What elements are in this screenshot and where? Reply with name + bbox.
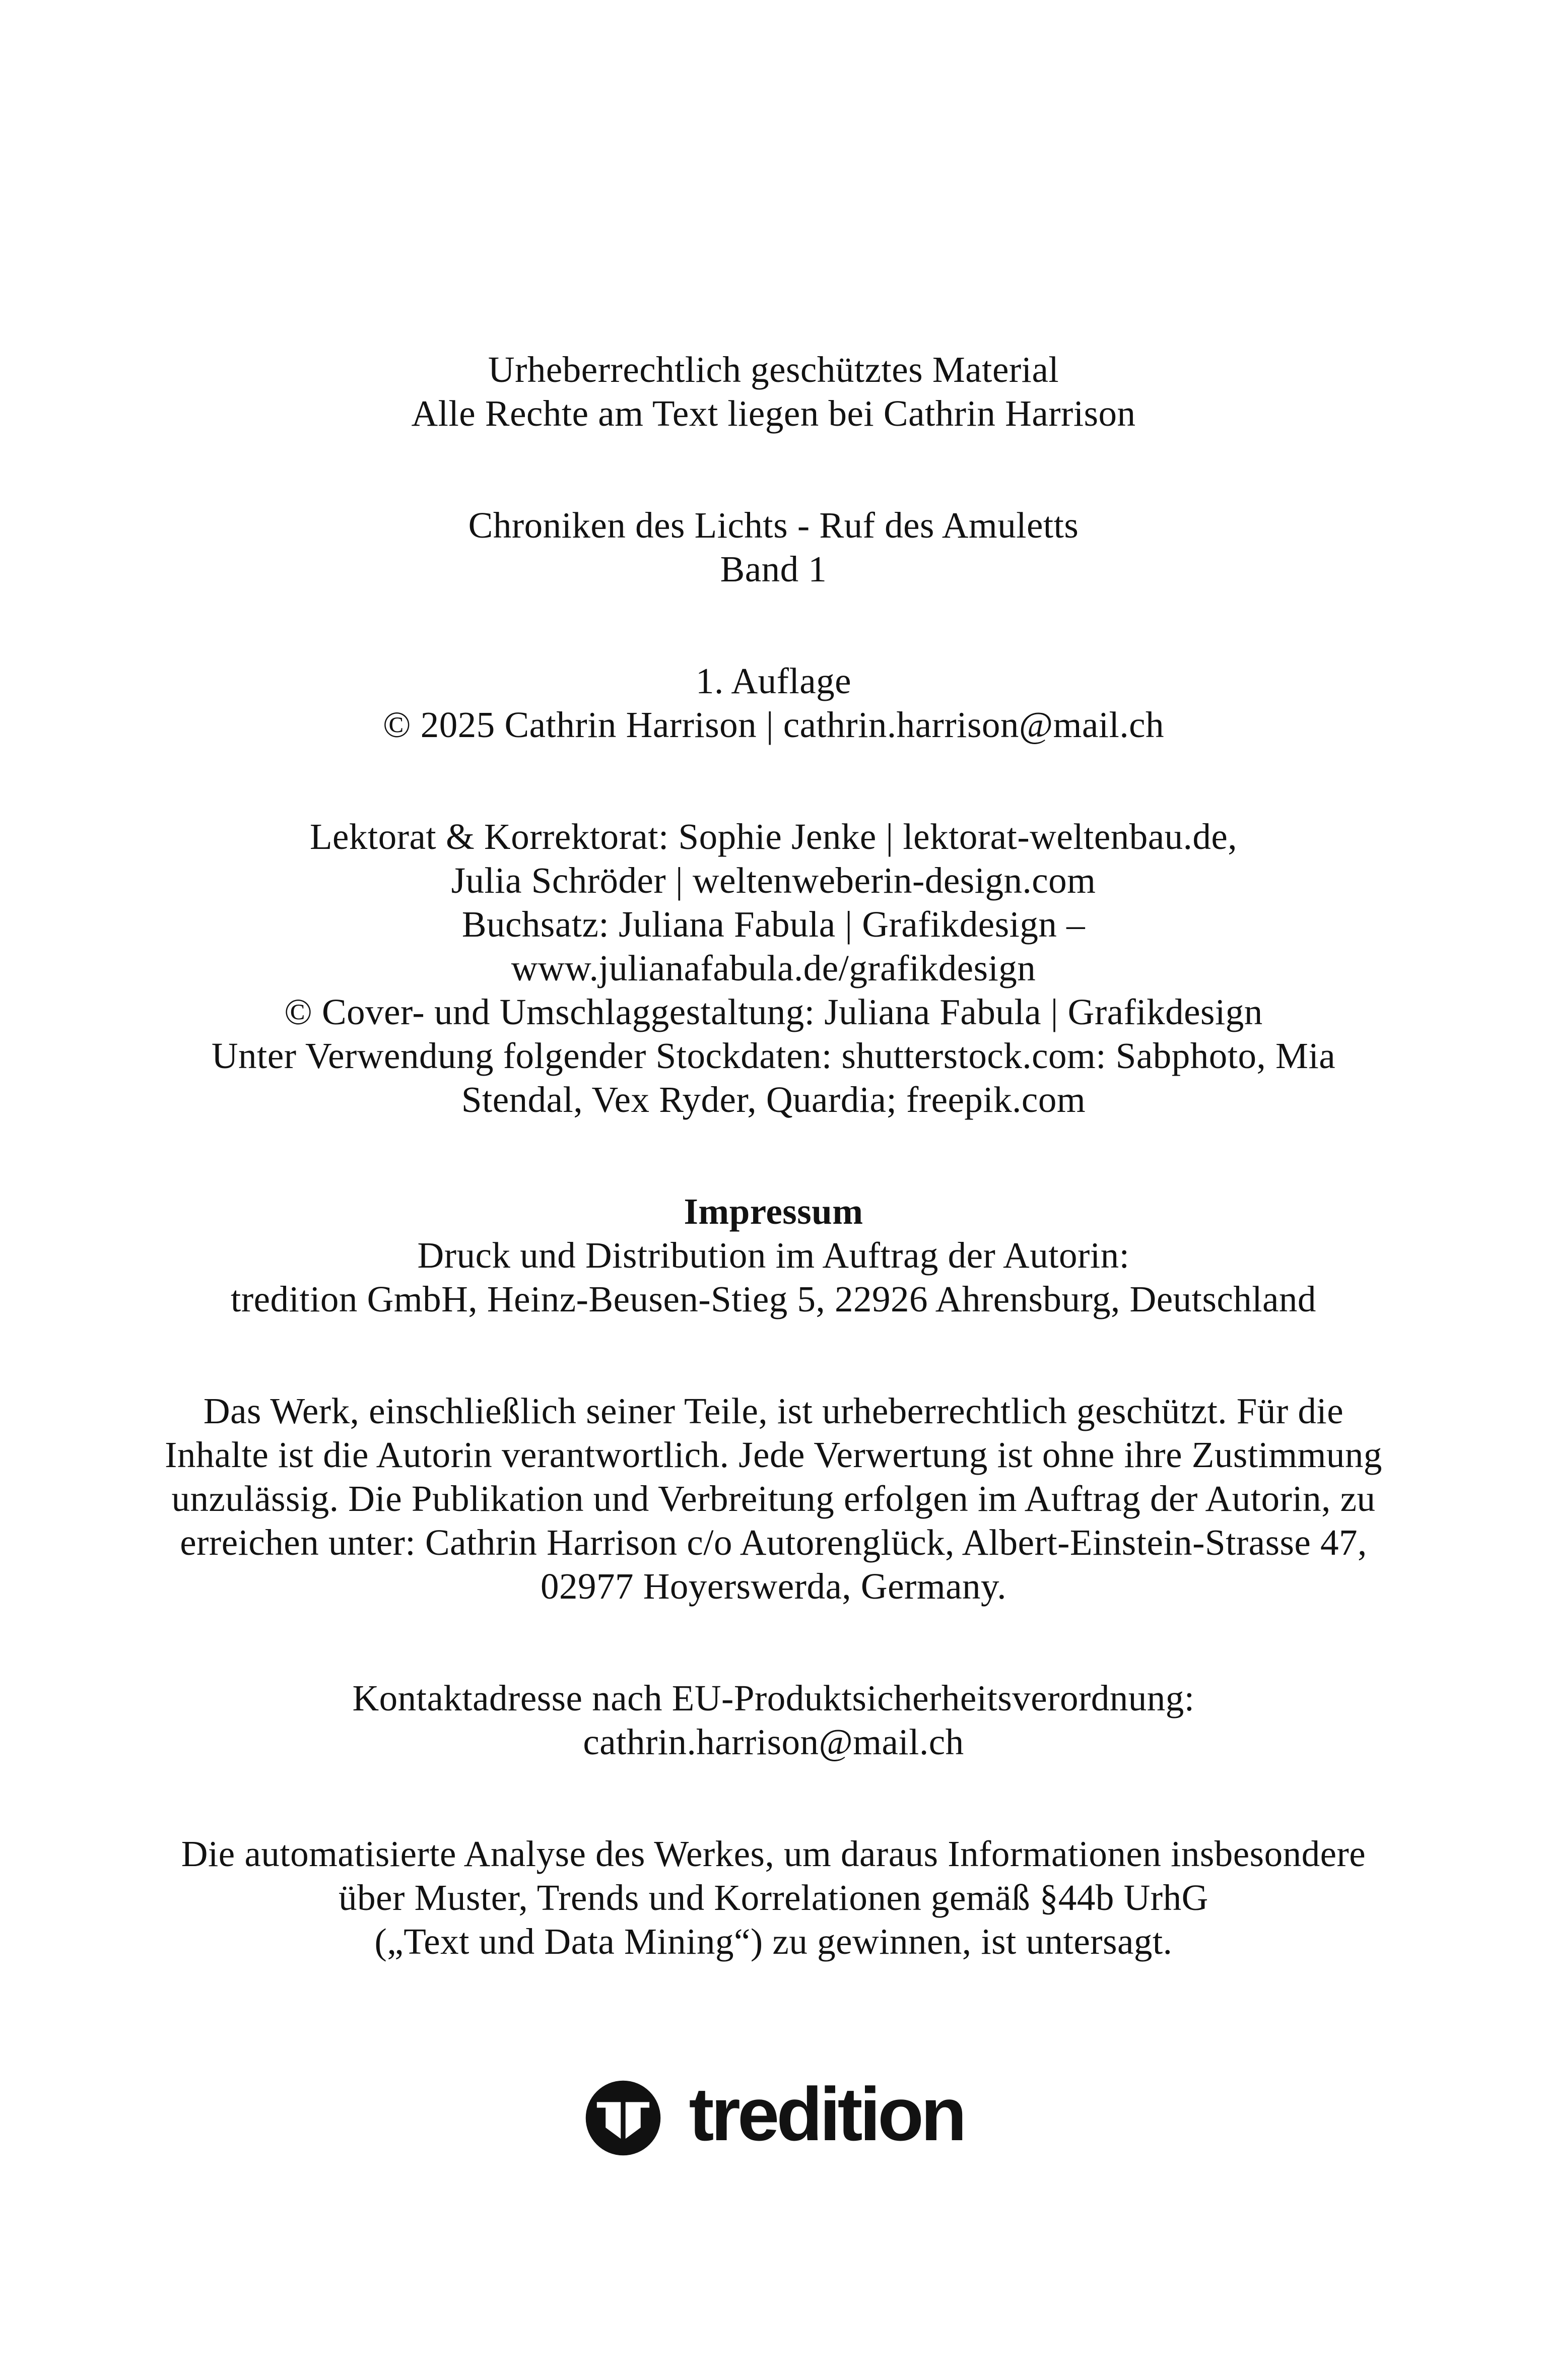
book-volume: Band 1 [720, 549, 827, 589]
publisher-logo [89, 2072, 1459, 2158]
copyright-block [89, 348, 1459, 435]
impressum-block [89, 1189, 1459, 1321]
credits-line-5: © Cover- und Umschlaggestaltung: Juliana Fabula | Grafikdesign [284, 991, 1263, 1032]
legal-block [89, 1389, 1459, 1608]
copyright-line-1: Urheberrechtlich geschütztes Material [488, 349, 1059, 390]
credits-line-4: www.julianafabula.de/grafikdesign [511, 948, 1036, 988]
contact-email: cathrin.harrison@mail.ch [583, 1722, 964, 1762]
copyright-line-2: Alle Rechte am Text liegen bei Cathrin Harrison [411, 393, 1136, 434]
legal-line-2: Inhalte ist die Autorin verantwortlich. Jede Verwertung ist ohne ihre Zustimmung [165, 1434, 1382, 1475]
legal-line-4: erreichen unter: Cathrin Harrison c/o Autorenglück, Albert-Einstein-Strasse 47, [180, 1522, 1367, 1563]
impressum-line-2: tredition GmbH, Heinz-Beusen-Stieg 5, 22926 Ahrensburg, Deutschland [231, 1279, 1316, 1319]
tdm-line-2: über Muster, Trends und Korrelationen gemäß §44b UrhG [339, 1877, 1208, 1918]
legal-line-5: 02977 Hoyerswerda, Germany. [540, 1566, 1007, 1607]
contact-block [89, 1676, 1459, 1764]
legal-line-3: unzulässig. Die Publikation und Verbreitung erfolgen im Auftrag der Autorin, zu [171, 1478, 1376, 1519]
copyright-author-line: © 2025 Cathrin Harrison | cathrin.harrison@mail.ch [383, 704, 1164, 745]
credits-line-6: Unter Verwendung folgender Stockdaten: shutterstock.com: Sabphoto, Mia [211, 1035, 1336, 1076]
impressum-line-1: Druck und Distribution im Auftrag der Autorin: [417, 1235, 1130, 1276]
credits-line-7: Stendal, Vex Ryder, Quardia; freepik.com [461, 1079, 1086, 1120]
credits-line-3: Buchsatz: Juliana Fabula | Grafikdesign – [461, 904, 1086, 945]
credits-line-2: Julia Schröder | weltenweberin-design.com [451, 860, 1096, 901]
legal-line-1: Das Werk, einschließlich seiner Teile, ist urheberrechtlich geschützt. Für die [203, 1391, 1344, 1431]
credits-line-1: Lektorat & Korrektorat: Sophie Jenke | lektorat-weltenbau.de, [309, 816, 1238, 857]
publisher-wordmark: tredition [689, 2072, 964, 2156]
book-title-block [89, 503, 1459, 591]
tdm-line-1: Die automatisierte Analyse des Werkes, um daraus Informationen insbesondere [181, 1833, 1366, 1874]
credits-block [89, 815, 1459, 1121]
edition-block [89, 659, 1459, 747]
edition-line: 1. Auflage [695, 660, 852, 701]
tredition-open-book-t-icon [583, 2078, 663, 2158]
contact-line-1: Kontaktadresse nach EU-Produktsicherheitsverordnung: [352, 1678, 1195, 1718]
imprint-content [89, 0, 1459, 2158]
book-title: Chroniken des Lichts - Ruf des Amuletts [468, 505, 1079, 546]
text-data-mining-block [89, 1832, 1459, 1963]
impressum-heading: Impressum [684, 1191, 863, 1232]
tdm-line-3: („Text und Data Mining“) zu gewinnen, ist untersagt. [374, 1921, 1173, 1962]
